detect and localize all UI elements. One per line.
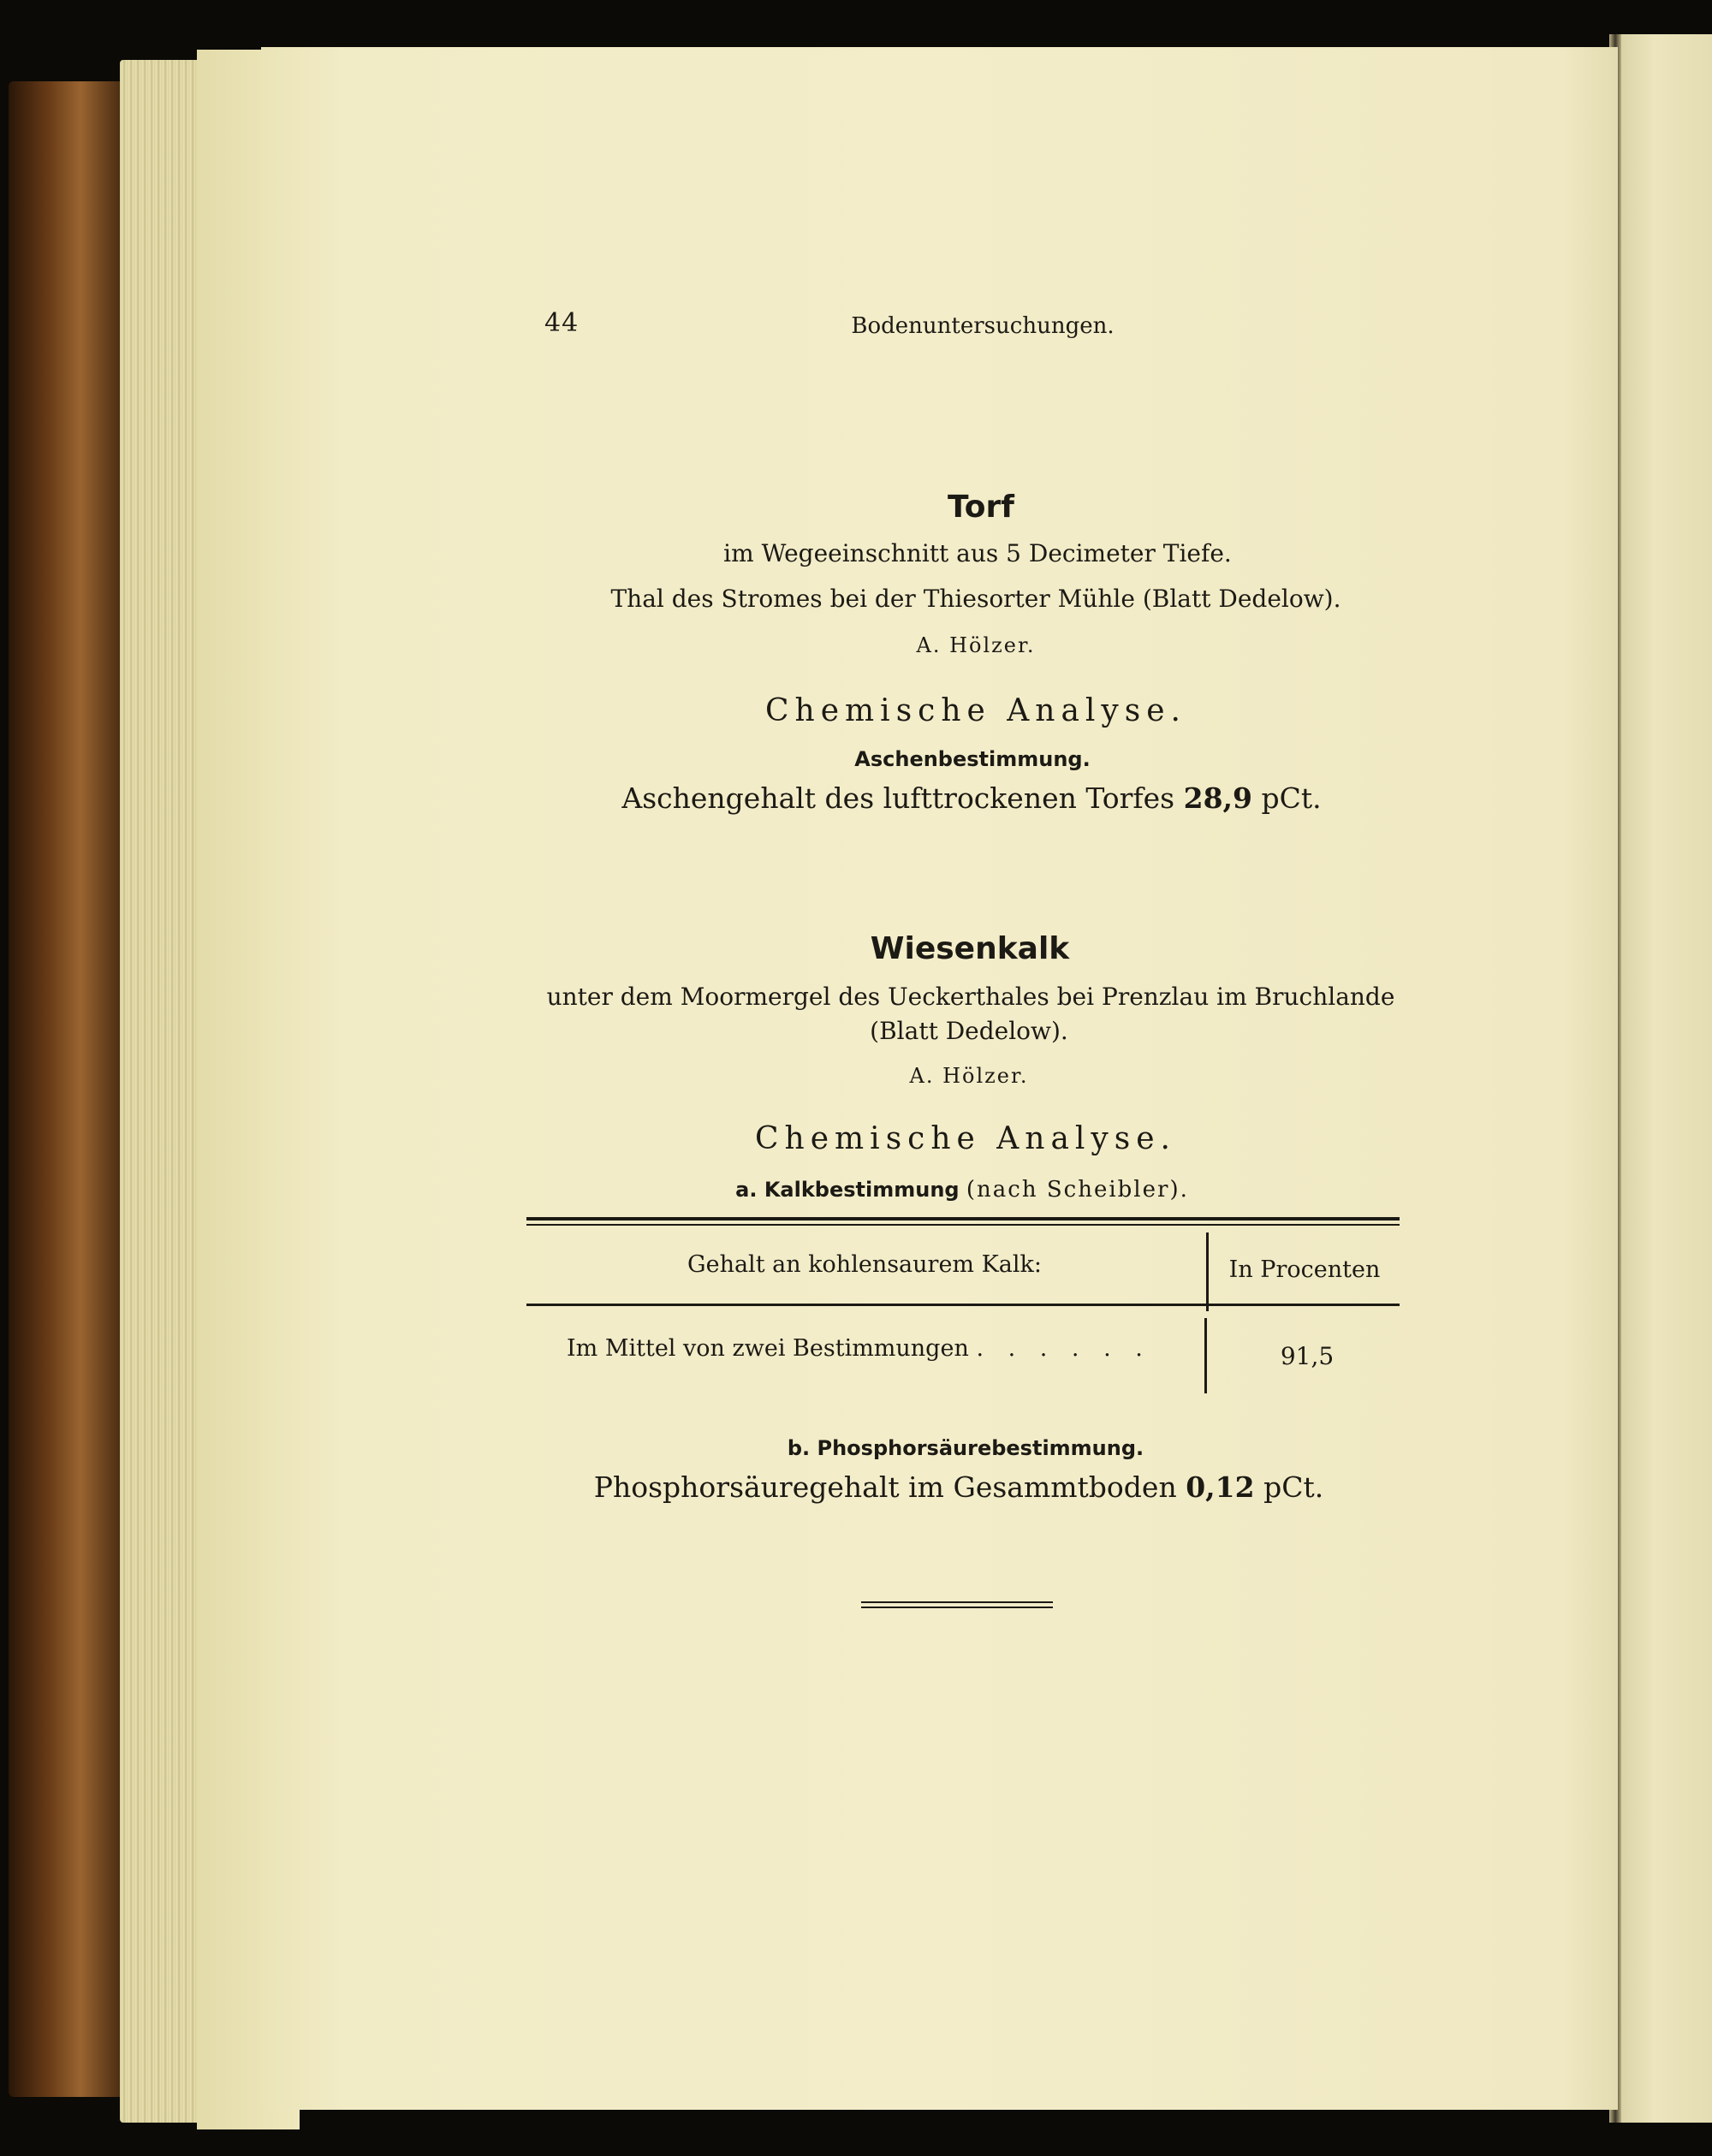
- header-column-divider: [1206, 1232, 1209, 1311]
- wiesenkalk-analysis-title: Chemische Analyse.: [755, 1121, 1176, 1156]
- torf-subheading: Aschenbestimmung.: [854, 747, 1091, 771]
- wiesenkalk-blatt-line: (Blatt Dedelow).: [870, 1017, 1068, 1045]
- running-title: Bodenuntersuchungen.: [851, 313, 1115, 339]
- torf-heading: Torf: [948, 490, 1014, 525]
- page-number: 44: [544, 308, 580, 338]
- closing-rule-bottom: [861, 1607, 1053, 1608]
- phosphor-result-value: 0,12: [1186, 1470, 1255, 1504]
- kalk-subheading-rest: (nach Scheibler).: [966, 1177, 1189, 1203]
- phosphor-result: [594, 1470, 1323, 1504]
- opposite-page-edge: [1616, 34, 1712, 2123]
- table-row-label: [567, 1335, 1151, 1362]
- phosphor-subheading: b. Phosphorsäurebestimmung.: [787, 1436, 1144, 1460]
- row-leader-dots: . . . . . .: [976, 1335, 1151, 1362]
- torf-analysis-title: Chemische Analyse.: [765, 693, 1186, 728]
- table-top-rule: [526, 1217, 1400, 1221]
- torf-author: A. Hölzer.: [916, 633, 1036, 657]
- phosphor-result-text: Phosphorsäuregehalt im Gesammtboden: [593, 1470, 1177, 1504]
- torf-location-line: im Wegeeinschnitt aus 5 Decimeter Tiefe.: [723, 539, 1232, 567]
- torf-result-unit: pCt.: [1261, 781, 1322, 815]
- row-column-divider: [1204, 1318, 1207, 1393]
- table-top-rule-thin: [526, 1224, 1400, 1226]
- wiesenkalk-location-line: unter dem Moormergel des Ueckerthales bei Prenzlau im Bruchlande: [546, 983, 1395, 1011]
- closing-rule-top: [861, 1601, 1053, 1603]
- phosphor-result-unit: pCt.: [1263, 1470, 1324, 1504]
- torf-ash-result: [621, 781, 1321, 815]
- wiesenkalk-author: A. Hölzer.: [909, 1064, 1029, 1088]
- kalk-subheading: [735, 1177, 1189, 1203]
- torf-result-text: Aschengehalt des lufttrockenen Torfes: [621, 781, 1175, 815]
- torf-result-value: 28,9: [1183, 781, 1252, 815]
- book-spine: [9, 81, 128, 2097]
- table-header-rule: [526, 1304, 1400, 1306]
- kalk-subheading-bold: a. Kalkbestimmung: [735, 1178, 960, 1202]
- row-label-text: Im Mittel von zwei Bestimmungen: [567, 1335, 969, 1362]
- table-header-right: In Procenten: [1228, 1256, 1381, 1283]
- table-header-left: Gehalt an kohlensaurem Kalk:: [687, 1251, 1042, 1278]
- torf-place-line: Thal des Stromes bei der Thiesorter Mühle (Blatt Dedelow).: [610, 585, 1341, 613]
- wiesenkalk-heading: Wiesenkalk: [870, 931, 1070, 966]
- table-row-value: 91,5: [1280, 1342, 1335, 1370]
